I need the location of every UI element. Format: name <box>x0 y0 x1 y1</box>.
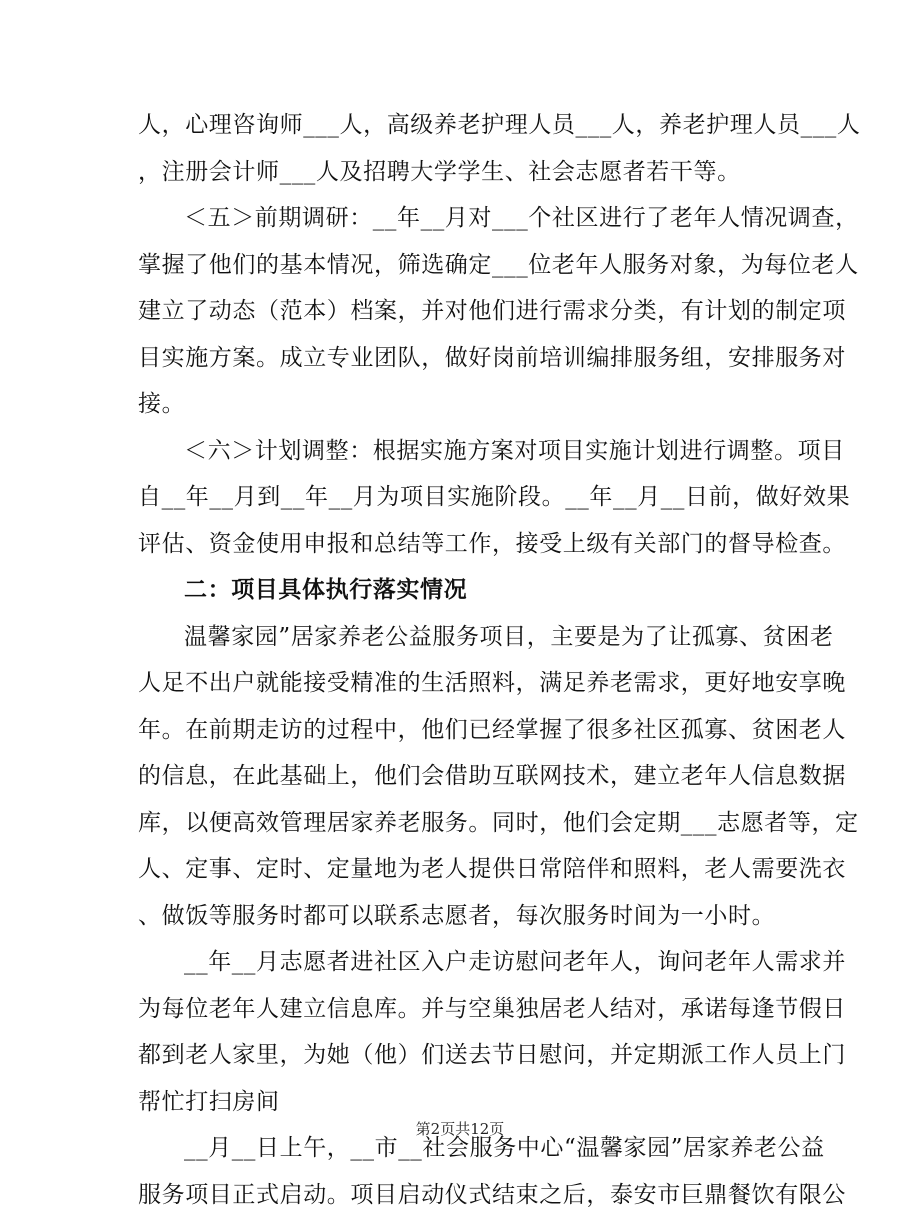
text-line: 自__年__月到__年__月为项目实施阶段。__年__月__日前，做好效果 <box>138 474 788 521</box>
text-line: 、做饭等服务时都可以联系志愿者，每次服务时间为一小时。 <box>138 893 788 940</box>
text-line: 人足不出户就能接受精准的生活照料，满足养老需求，更好地安享晚 <box>138 660 788 707</box>
text-line: 为每位老年人建立信息库。并与空巢独居老人结对，承诺每逢节假日 <box>138 986 788 1033</box>
section-heading: 二：项目具体执行落实情况 <box>138 567 788 614</box>
text-line: __年__月志愿者进社区入户走访慰问老年人，询问老年人需求并 <box>138 939 788 986</box>
page-number-footer: 第2页共12页 <box>0 1118 920 1139</box>
text-line: 年。在前期走访的过程中，他们已经掌握了很多社区孤寡、贫困老人 <box>138 707 788 754</box>
text-line: __月__日上午，__市__社会服务中心“温馨家园”居家养老公益 <box>138 1125 788 1172</box>
text-line: ＜五＞前期调研：__年__月对___个社区进行了老年人情况调查， <box>138 195 788 242</box>
text-line: 人、定事、定时、定量地为老人提供日常陪伴和照料，老人需要洗衣 <box>138 846 788 893</box>
text-line: 人，心理咨询师___人，高级养老护理人员___人，养老护理人员___人 <box>138 102 788 149</box>
document-body <box>138 102 788 1218</box>
text-line: 掌握了他们的基本情况，筛选确定___位老年人服务对象，为每位老人 <box>138 242 788 289</box>
text-line: ＜六＞计划调整：根据实施方案对项目实施计划进行调整。项目 <box>138 428 788 475</box>
text-line: ，注册会计师___人及招聘大学学生、社会志愿者若干等。 <box>138 149 788 196</box>
text-line: 评估、资金使用申报和总结等工作，接受上级有关部门的督导检查。 <box>138 521 788 568</box>
text-line: 帮忙打扫房间 <box>138 1079 788 1126</box>
text-line: 服务项目正式启动。项目启动仪式结束之后，泰安市巨鼎餐饮有限公 <box>138 1172 788 1218</box>
text-line: 目实施方案。成立专业团队，做好岗前培训编排服务组，安排服务对 <box>138 335 788 382</box>
text-line: 都到老人家里，为她（他）们送去节日慰问，并定期派工作人员上门 <box>138 1032 788 1079</box>
text-line: 接。 <box>138 381 788 428</box>
text-line: 温馨家园”居家养老公益服务项目，主要是为了让孤寡、贫困老 <box>138 614 788 661</box>
text-line: 的信息，在此基础上，他们会借助互联网技术，建立老年人信息数据 <box>138 753 788 800</box>
text-line: 建立了动态（范本）档案，并对他们进行需求分类，有计划的制定项 <box>138 288 788 335</box>
text-line: 库，以便高效管理居家养老服务。同时，他们会定期___志愿者等，定 <box>138 800 788 847</box>
